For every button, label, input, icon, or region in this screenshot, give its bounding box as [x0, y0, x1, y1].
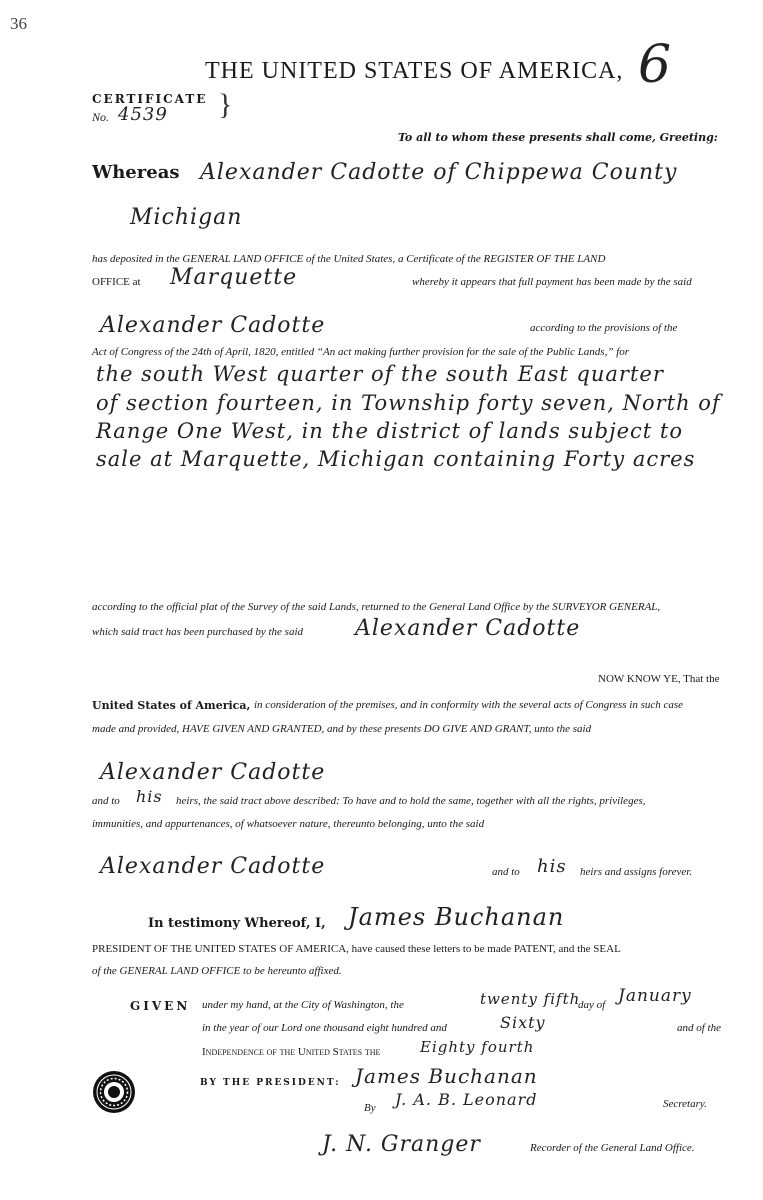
- and-to-label-2: and to: [492, 866, 520, 878]
- land-desc-line2: of section fourteen, in Township forty seven, North of: [96, 391, 721, 415]
- secretary-signature: J. A. B. Leonard: [395, 1090, 538, 1109]
- granted-text: made and provided, HAVE GIVEN AND GRANTED, and by these presents DO GIVE AND GRANT, unto the said: [92, 723, 592, 735]
- certificate-brace: }: [218, 88, 233, 121]
- grantee-3: Alexander Cadotte: [100, 854, 326, 879]
- deposit-text: has deposited in the GENERAL LAND OFFICE of the United States, a Certificate of the REGISTER OF THE LAND: [92, 253, 606, 265]
- certificate-no-label: No.: [92, 110, 110, 124]
- given-label: GIVEN: [130, 999, 191, 1013]
- now-know-ye: NOW KNOW YE, That the: [598, 673, 720, 685]
- day-value: twenty fifth: [480, 990, 581, 1008]
- recorder-signature: J. N. Granger: [322, 1132, 481, 1157]
- immunities-text: immunities, and appurtenances, of whatsoever nature, thereunto belonging, unto the said: [92, 818, 485, 830]
- certificate-number: 4539: [118, 104, 168, 125]
- document-title: THE UNITED STATES OF AMERICA,: [205, 58, 624, 84]
- united-states-label: United States of America,: [92, 699, 251, 712]
- consideration-text: in consideration of the premises, and in conformity with the several acts of Congress in such case: [254, 699, 684, 711]
- year-value: Sixty: [500, 1013, 546, 1032]
- independence-text: Independence of the United States the: [202, 1046, 381, 1058]
- according-text: according to the provisions of the: [530, 322, 678, 334]
- office-place: Marquette: [170, 265, 298, 290]
- whereas-label: Whereas: [92, 162, 180, 183]
- testimony-label: In testimony Whereof, I,: [148, 916, 326, 931]
- president-text: PRESIDENT OF THE UNITED STATES OF AMERICA, have caused these letters to be made PATENT, and the SEAL: [92, 943, 621, 955]
- whereby-text: whereby it appears that full payment has been made by the said: [412, 276, 692, 288]
- office-at: OFFICE at: [92, 276, 141, 288]
- land-desc-line1: the south West quarter of the south East quarter: [96, 362, 664, 386]
- plat-text: according to the official plat of the Survey of the said Lands, returned to the General Land Office by the SURVEYOR GENERAL,: [92, 601, 661, 613]
- president-name: James Buchanan: [348, 903, 565, 931]
- recorder-label: Recorder of the General Land Office.: [530, 1142, 695, 1154]
- act-text: Act of Congress of the 24th of April, 1820, entitled “An act making further provision for the sale of the Public Lands,” for: [92, 346, 630, 358]
- president-signature: James Buchanan: [355, 1064, 538, 1088]
- given-text: under my hand, at the City of Washington, the: [202, 999, 404, 1011]
- general-land-office-seal-icon: [92, 1070, 136, 1114]
- by-the-president-label: BY THE PRESIDENT:: [200, 1078, 341, 1088]
- purchased-text: which said tract has been purchased by the said: [92, 626, 304, 638]
- and-to-label: and to: [92, 795, 120, 807]
- heirs-assigns: heirs and assigns forever.: [580, 866, 693, 878]
- grantee-line2: Michigan: [130, 205, 243, 230]
- by-label: By: [364, 1102, 376, 1114]
- corner-mark: 6: [638, 35, 673, 95]
- paid-by: Alexander Cadotte: [100, 313, 326, 338]
- certificate-label: CERTIFICATE: [92, 92, 208, 106]
- his-1: his: [136, 787, 163, 806]
- secretary-label: Secretary.: [663, 1098, 707, 1110]
- his-2: his: [537, 856, 567, 877]
- day-of: day of: [578, 999, 606, 1011]
- page-number: 36: [10, 14, 27, 33]
- independence-value: Eighty fourth: [420, 1038, 535, 1056]
- grantee-2: Alexander Cadotte: [100, 760, 326, 785]
- land-desc-line4: sale at Marquette, Michigan containing Forty acres: [96, 447, 696, 471]
- land-desc-line3: Range One West, in the district of lands subject to: [96, 419, 683, 443]
- year-text: in the year of our Lord one thousand eight hundred and: [202, 1022, 447, 1034]
- heirs-text: heirs, the said tract above described: To have and to hold the same, together with all the rights, privileges,: [176, 795, 646, 807]
- greeting: To all to whom these presents shall come, Greeting:: [398, 131, 718, 144]
- seal-text: of the GENERAL LAND OFFICE to be hereunto affixed.: [92, 965, 342, 977]
- purchaser: Alexander Cadotte: [355, 616, 581, 641]
- grantee-line1: Alexander Cadotte of Chippewa County: [200, 160, 678, 185]
- and-of: and of the: [677, 1022, 721, 1034]
- month-value: January: [618, 986, 692, 1006]
